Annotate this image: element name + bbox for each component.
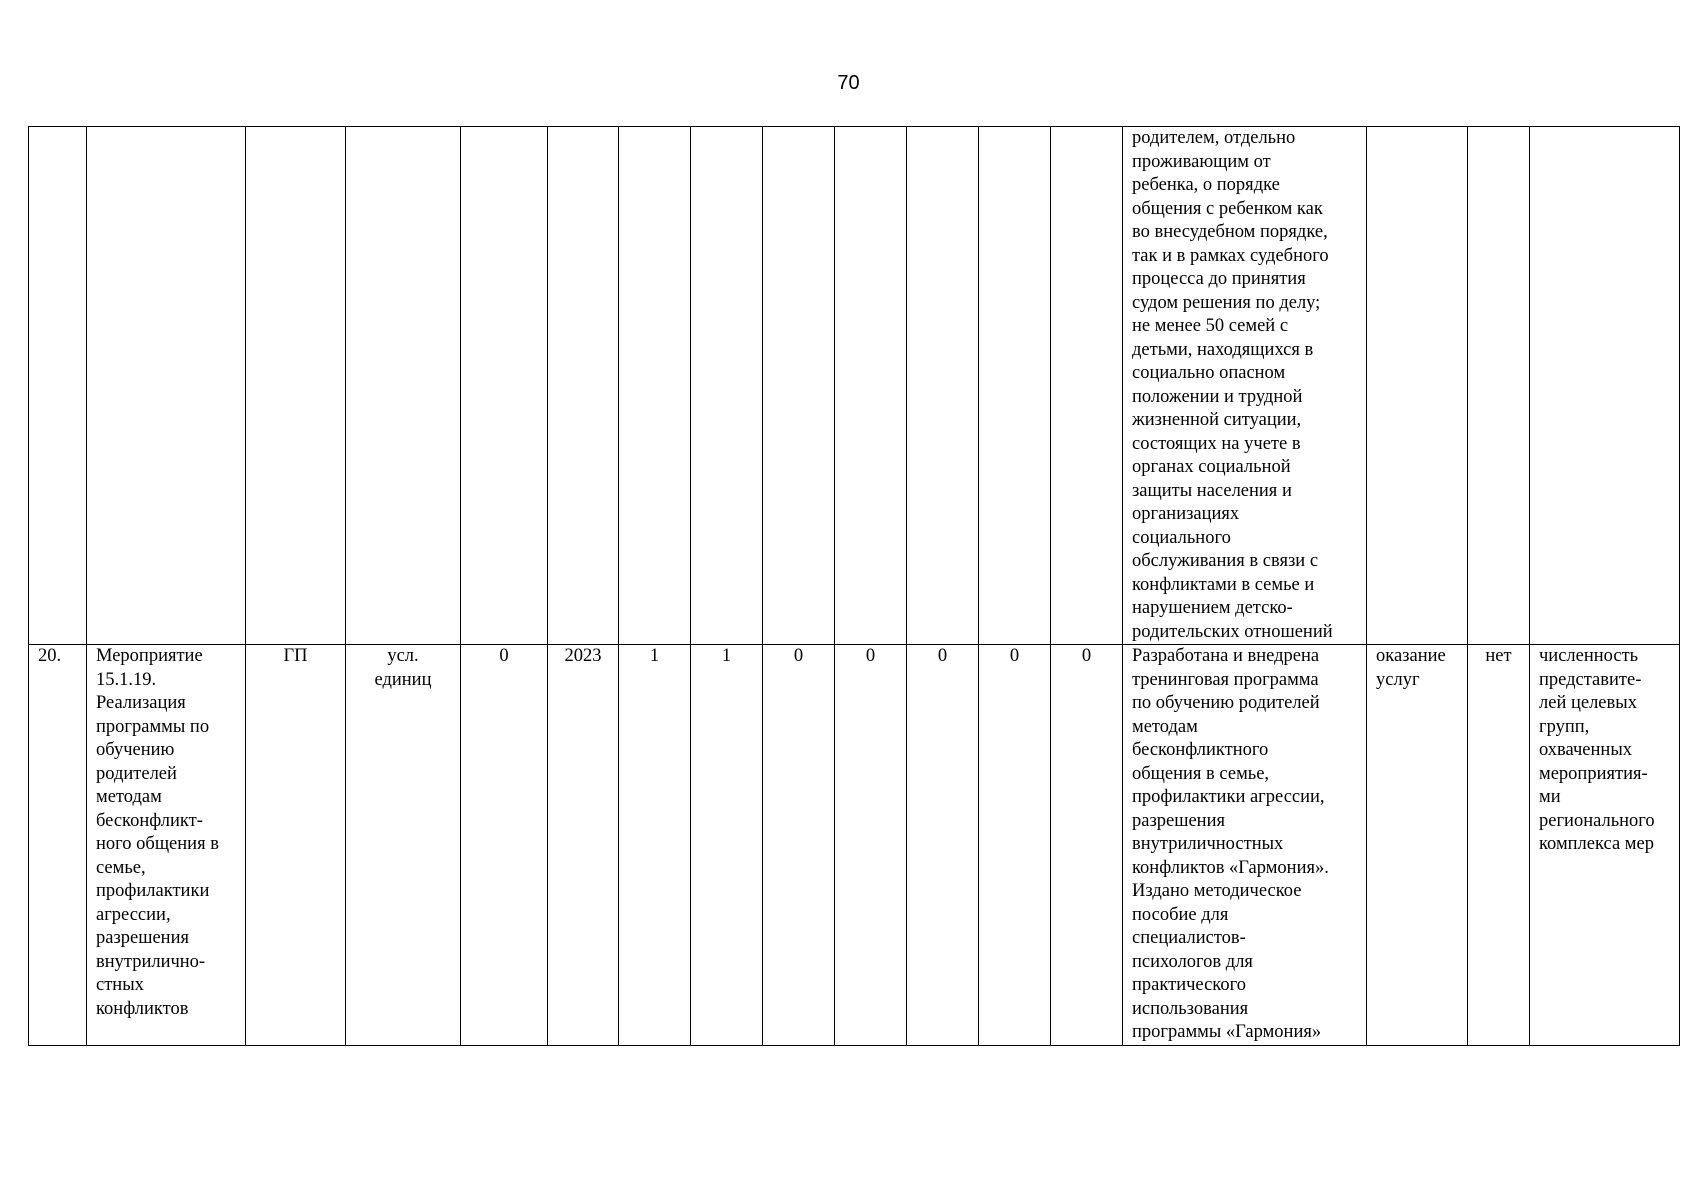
text-line: практического [1132,975,1246,995]
text-line: защиты населения и [1132,480,1292,501]
text-line: ного общения в [96,834,219,854]
table-row-20 [29,645,1680,1046]
cell-number [29,127,87,645]
cell-result-continued [1123,127,1367,645]
text-line: разрешения [96,928,189,948]
text-line: методам [96,787,162,807]
cell-value [979,127,1051,645]
cell-result [1123,645,1367,1046]
cell-value: 1 [619,645,691,1046]
text-line: нарушением детско- [1132,598,1293,618]
cell-value: 1 [691,645,763,1046]
cell-unit [346,645,461,1046]
text-line: внутриличностных [1132,834,1284,854]
cell-base-value: 0 [461,645,548,1046]
cell-name [87,645,246,1046]
text-line: регионального [1539,810,1655,831]
text-line: во внесудебном порядке, [1132,222,1328,242]
text-line: групп, [1539,716,1590,737]
text-line: численность [1539,646,1639,666]
text-line: методам [1132,716,1198,737]
cell-indicator [1530,645,1680,1046]
cell-number: 20. [29,645,87,1046]
text-line: социально опасном [1132,363,1286,383]
text-line: внутрилично- [96,951,206,972]
cell-flag [1468,127,1530,645]
table-row-continued [29,127,1680,645]
text-line: не менее 50 семей с [1132,316,1289,336]
cell-type [1367,645,1468,1046]
text-line: единиц [374,669,432,690]
text-line: ми [1539,787,1561,807]
text-line: бесконфликтного [1132,740,1269,760]
cell-flag: нет [1468,645,1530,1046]
text-line: обучению [96,740,175,760]
text-line: использования [1132,998,1249,1019]
text-line: органах социальной [1132,457,1291,477]
text-line: бесконфликт- [96,810,203,831]
text-line: тренинговая программа [1132,669,1319,690]
text-line: общения с ребенком как [1132,198,1323,219]
text-line: общения в семье, [1132,763,1270,784]
text-line: конфликтов «Гармония». [1132,857,1329,878]
text-line: родительских отношений [1132,621,1333,642]
text-line: конфликтов [96,998,189,1019]
text-line: стных [96,975,144,995]
text-line: представите- [1539,669,1642,690]
text-line: профилактики агрессии, [1132,787,1325,807]
text-line: Разработана и внедрена [1132,646,1320,666]
text-line: психологов для [1132,951,1253,972]
text-line: проживающим от [1132,151,1271,172]
cell-year: 2023 [548,645,619,1046]
text-line: программы по [96,716,210,737]
text-line: профилактики [96,881,210,901]
text-line: специалистов- [1132,928,1246,948]
text-line: усл. [387,646,419,666]
text-line: процесса до принятия [1132,269,1306,289]
cell-value: 0 [907,645,979,1046]
text-line: обслуживания в связи с [1132,551,1319,571]
text-line: мероприятия- [1539,763,1648,784]
text-line: конфликтами в семье и [1132,574,1315,595]
text-line: ребенка, о порядке [1132,175,1280,195]
text-line: по обучению родителей [1132,693,1320,713]
cell-indicator [1530,127,1680,645]
cell-type [1367,127,1468,645]
cell-value [1051,127,1123,645]
text-line: пособие для [1132,904,1229,925]
page-number: 70 [837,72,860,94]
cell-level [246,127,346,645]
cell-value: 0 [1051,645,1123,1046]
cell-value [907,127,979,645]
cell-level: ГП [246,645,346,1046]
text-line: родителем, отдельно [1132,128,1296,148]
cell-value [835,127,907,645]
cell-name [87,127,246,645]
text-line: агрессии, [96,904,171,925]
cell-value [691,127,763,645]
text-line: организациях [1132,504,1240,524]
text-line: услуг [1376,669,1420,690]
cell-value: 0 [979,645,1051,1046]
text-line: Мероприятие [96,646,203,666]
text-line: программы «Гармония» [1132,1022,1322,1042]
cell-base-value [461,127,548,645]
text-line: положении и трудной [1132,386,1303,407]
text-line: комплекса мер [1539,834,1654,854]
cell-unit [346,127,461,645]
text-line: разрешения [1132,810,1225,831]
cell-value [619,127,691,645]
text-line: родителей [96,763,177,784]
cell-value: 0 [763,645,835,1046]
text-line: охваченных [1539,740,1632,760]
text-line: Издано методическое [1132,881,1302,901]
text-line: оказание [1376,646,1446,666]
text-line: жизненной ситуации, [1132,410,1302,430]
measures-table [28,126,1680,1046]
text-line: состоящих на учете в [1132,433,1301,454]
cell-value [763,127,835,645]
text-line: судом решения по делу; [1132,292,1321,313]
text-line: так и в рамках судебного [1132,245,1329,266]
text-line: лей целевых [1539,693,1637,713]
text-line: социального [1132,527,1231,548]
text-line: Реализация [96,693,186,713]
cell-year [548,127,619,645]
text-line: детьми, находящихся в [1132,339,1314,360]
text-line: семье, [96,857,146,878]
text-line: 15.1.19. [96,669,157,690]
cell-value: 0 [835,645,907,1046]
